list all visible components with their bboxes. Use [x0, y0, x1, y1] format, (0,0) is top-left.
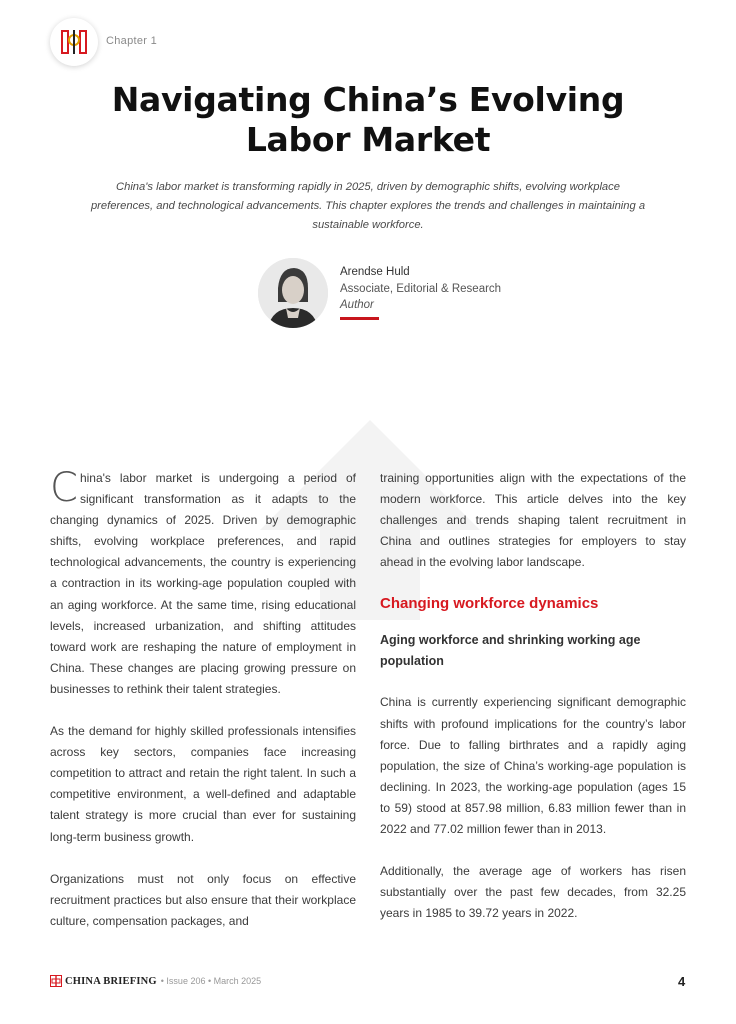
- brand-logo: [50, 18, 98, 66]
- chapter-intro: China's labor market is transforming rapidly in 2025, driven by demographic shifts, evolving workplace preferences, and technological advancements. This chapter explores the trends and challenges in maintaining a sustainable workforce.: [90, 181, 646, 231]
- paragraph-organizations: Organizations must not only focus on effective recruitment practices but also ensure that their workplace culture, compensation packages, and: [50, 871, 356, 928]
- author-underline: [340, 317, 379, 320]
- sub-heading: Aging workforce and shrinking working age population: [380, 633, 641, 669]
- title-line-2: Labor Market: [245, 120, 491, 159]
- china-briefing-logo-icon: [59, 27, 89, 57]
- author-avatar: [258, 258, 328, 328]
- paragraph-demographics: China is currently experiencing significant demographic shifts with profound implications for the country’s labor force. Due to falling birthrates and a rapidly aging population, the size of China’s working-age population is declining. In 2023, the working-age population (ages 15 to 59) stood at 857.98 million, 6.83 million fewer than in 2022 and 77.02 million fewer than in 2013.: [380, 695, 686, 837]
- chapter-label: Chapter 1: [106, 35, 158, 47]
- page-number: 4: [678, 974, 686, 989]
- body-column-left: [50, 465, 356, 953]
- author-role: Associate, Editorial & Research: [340, 283, 502, 295]
- paragraph-intro: [50, 465, 356, 700]
- paragraph-intro-text: hina's labor market is undergoing a period of significant transformation as it adapts to the changing dynamics of 2025. Driven by demographic shifts, evolving workplace preferences, and rapid technological advancements, the country is experiencing a contraction in its working-age population coupled with an aging workforce. At the same time, rising educational levels, increased urbanization, and shifting attitudes toward work are reshaping the nature of employment in China. These changes are placing growing pressure on businesses to rethink their talent strategies.: [50, 471, 356, 696]
- footer-brand: CHINA BRIEFING: [65, 975, 157, 987]
- paragraph-demand: As the demand for highly skilled professionals intensifies across key sectors, companies face increasing competition to attract and retain the right talent. In such a competitive environment, a well-defined and adaptable talent strategy is more crucial than ever for sustaining long-term business growth.: [50, 724, 356, 844]
- footer-publication: [50, 975, 261, 987]
- footer-logo-icon: [50, 975, 62, 987]
- footer-issue: • Issue 206 • March 2025: [160, 976, 262, 986]
- title-line-1: Navigating China’s Evolving: [111, 80, 625, 119]
- paragraph-training: training opportunities align with the expectations of the modern workforce. This article delves into the key challenges and trends shaping talent recruitment in China and outlines strategies for employers to stay ahead in the evolving labor landscape.: [380, 471, 686, 570]
- page-title: [60, 80, 676, 160]
- body-column-right: [380, 468, 686, 945]
- drop-cap: C: [50, 465, 78, 511]
- author-name: Arendse Huld: [340, 266, 410, 278]
- section-heading: Changing workforce dynamics: [380, 595, 599, 613]
- paragraph-average-age: Additionally, the average age of workers has risen substantially over the past few decades, from 32.25 years in 1985 to 39.72 years in 2022.: [380, 864, 686, 921]
- author-tag: Author: [340, 299, 374, 311]
- author-portrait-icon: [258, 258, 328, 328]
